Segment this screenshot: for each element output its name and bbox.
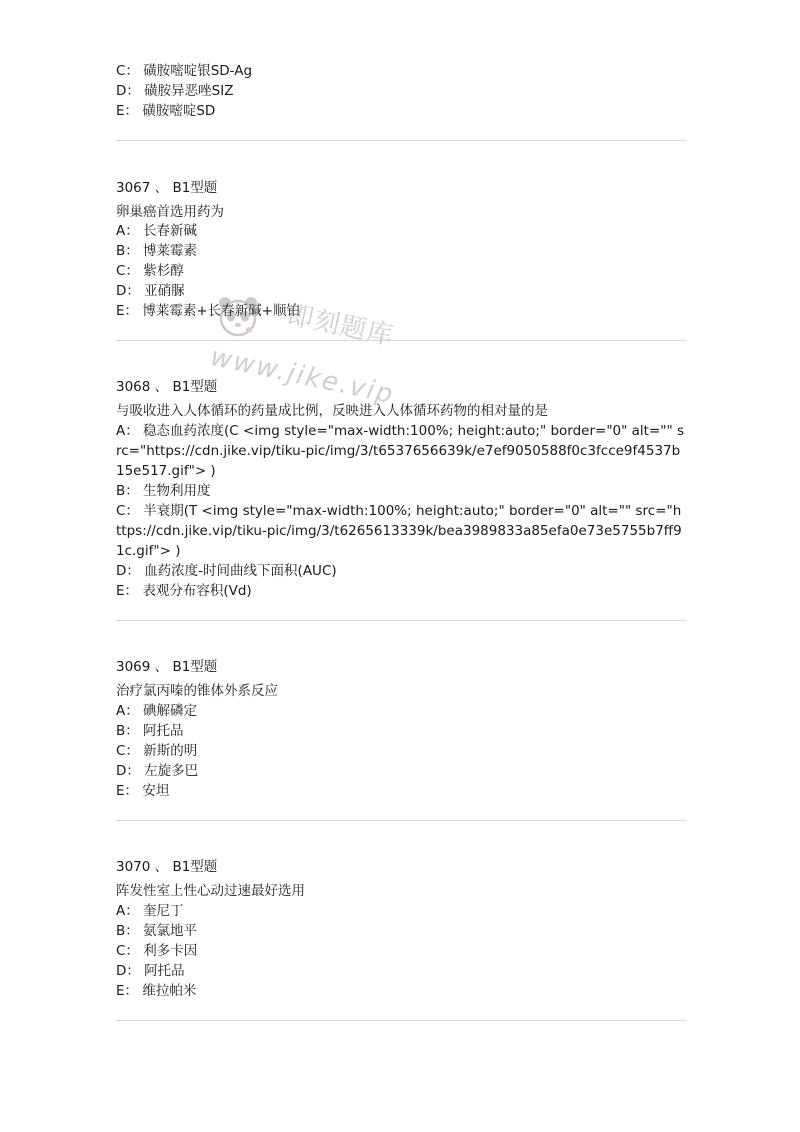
question-stem: 治疗氯丙嗪的锥体外系反应 — [116, 683, 278, 699]
question-divider — [116, 340, 686, 341]
option-b: B： 氨氯地平 — [116, 923, 198, 939]
option-e: E： 磺胺嘧啶SD — [116, 103, 216, 119]
option-e: E： 安坦 — [116, 783, 170, 799]
watermark-url: www.jike.vip — [207, 342, 398, 411]
option-b: B： 生物利用度 — [116, 483, 211, 499]
question-divider — [116, 140, 686, 141]
option-c: C： 新斯的明 — [116, 743, 198, 759]
option-d: D： 磺胺异恶唑SIZ — [116, 83, 234, 99]
watermark-brand: 即刻题库 — [284, 299, 397, 352]
question-header: 3070 、 B1型题 — [116, 859, 218, 875]
option-c: C： 利多卡因 — [116, 943, 198, 959]
question-header: 3067 、 B1型题 — [116, 180, 218, 196]
option-a: A： 稳态血药浓度(C <img style="max-width:100%; height:auto;" border="0" alt="" src="https://cdn.jike.vip/tiku-pic/img/3/t6537656639k/e7ef9050588f0c3fcce9f4537b15e517.gif"> ) — [116, 423, 685, 479]
question-header: 3069 、 B1型题 — [116, 659, 218, 675]
question-divider — [116, 820, 686, 821]
option-d: D： 亚硝脲 — [116, 283, 185, 299]
option-e: E： 维拉帕米 — [116, 983, 197, 999]
option-e: E： 表观分布容积(Vd) — [116, 583, 252, 599]
question-header: 3068 、 B1型题 — [116, 379, 218, 395]
option-c: C： 磺胺嘧啶银SD-Ag — [116, 63, 253, 79]
option-d: D： 阿托品 — [116, 963, 185, 979]
option-b: B： 阿托品 — [116, 723, 184, 739]
option-d: D： 左旋多巴 — [116, 763, 199, 779]
option-c: C： 半衰期(T <img style="max-width:100%; height:auto;" border="0" alt="" src="https://cdn.jike.vip/tiku-pic/img/3/t6265613339k/bea3989833a85efa0e73e5755b7ff91c.gif"> ) — [116, 503, 682, 559]
question-divider — [116, 1020, 686, 1021]
question-stem: 与吸收进入人体循环的药量成比例，反映进入人体循环药物的相对量的是 — [116, 403, 548, 419]
option-d: D： 血药浓度-时间曲线下面积(AUC) — [116, 563, 337, 579]
question-divider — [116, 620, 686, 621]
question-stem: 卵巢癌首选用药为 — [116, 204, 224, 220]
option-a: A： 长春新碱 — [116, 223, 198, 239]
question-stem: 阵发性室上性心动过速最好选用 — [116, 883, 305, 899]
option-a: A： 奎尼丁 — [116, 903, 184, 919]
option-b: B： 博莱霉素 — [116, 243, 198, 259]
option-e: E： 博莱霉素+长春新碱+顺铂 — [116, 303, 300, 319]
option-c: C： 紫杉醇 — [116, 263, 184, 279]
option-a: A： 碘解磷定 — [116, 703, 198, 719]
